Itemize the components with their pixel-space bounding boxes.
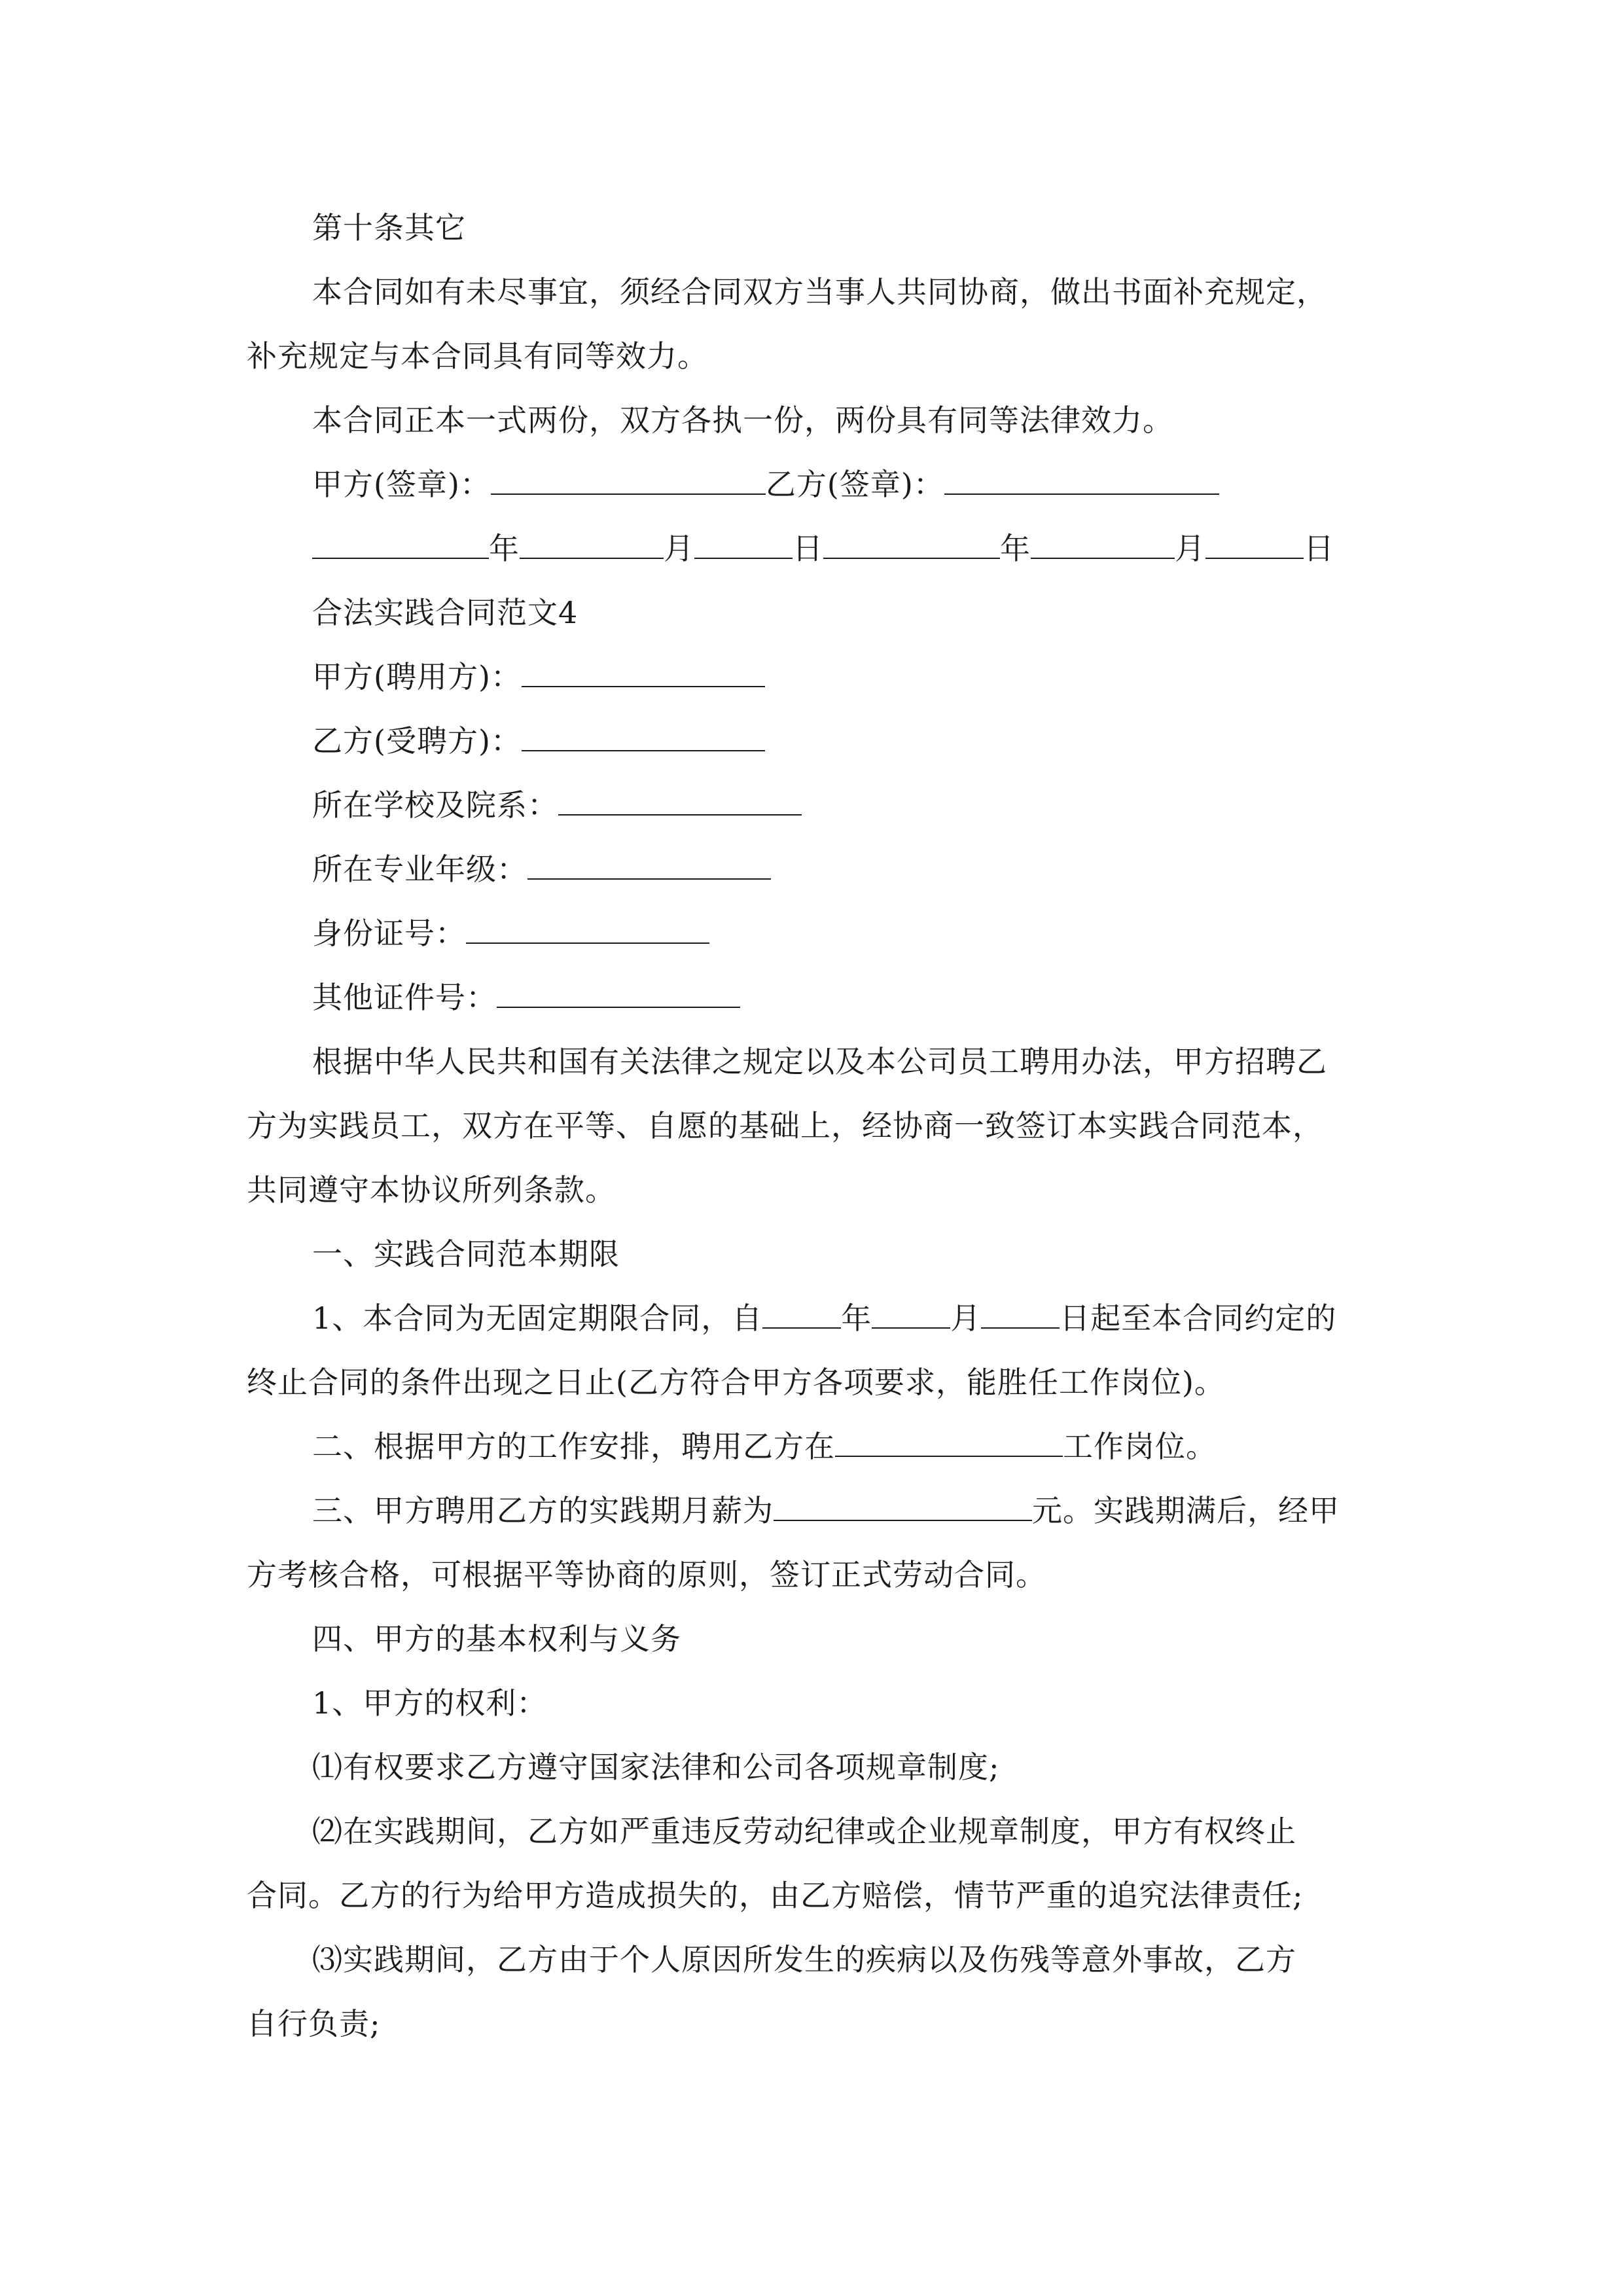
date-a-year-blank[interactable] — [312, 529, 489, 559]
date-b-day-blank[interactable] — [1205, 529, 1304, 559]
intro-line-1: 根据中华人民共和国有关法律之规定以及本公司员工聘用办法，甲方招聘乙 — [312, 1044, 1327, 1079]
signature-line — [312, 465, 1219, 504]
section-3-text-rest: 元。实践期满后，经甲 — [1032, 1493, 1340, 1528]
party-b-blank[interactable] — [522, 721, 765, 751]
party-a-rights-heading: 1、甲方的权利： — [312, 1685, 548, 1721]
section-2 — [312, 1427, 1217, 1466]
article-10-title: 第十条其它 — [312, 210, 466, 245]
salary-blank[interactable] — [774, 1491, 1032, 1521]
section-3-text: 三、甲方聘用乙方的实践期月薪为 — [312, 1493, 774, 1528]
start-day-blank[interactable] — [981, 1299, 1060, 1329]
date-a-day-blank[interactable] — [694, 529, 793, 559]
party-a-row — [312, 657, 765, 696]
section-2-text: 二、根据甲方的工作安排，聘用乙方在 — [312, 1429, 835, 1464]
section-3-line-2: 方考核合格，可根据平等协商的原则，签订正式劳动合同。 — [247, 1557, 1046, 1592]
id-number-row — [312, 914, 709, 953]
party-b-label: 乙方(受聘方)： — [312, 723, 522, 759]
intro-line-3: 共同遵守本协议所列条款。 — [247, 1172, 616, 1208]
article-10-paragraph-1-line-2: 补充规定与本合同具有同等效力。 — [247, 338, 708, 374]
date-b-year-label: 年 — [1000, 531, 1031, 566]
section-2-text-rest: 工作岗位。 — [1063, 1429, 1217, 1464]
party-b-row — [312, 721, 765, 761]
school-row — [312, 785, 802, 825]
start-year-label: 年 — [841, 1300, 872, 1336]
school-blank[interactable] — [558, 785, 802, 816]
other-id-row — [312, 978, 740, 1017]
section-4-title: 四、甲方的基本权利与义务 — [312, 1621, 681, 1657]
section-3-line-1 — [312, 1491, 1340, 1530]
contract-4-title: 合法实践合同范文4 — [312, 595, 579, 630]
other-id-label: 其他证件号： — [312, 980, 497, 1015]
intro-line-2: 方为实践员工，双方在平等、自愿的基础上，经协商一致签订本实践合同范本， — [247, 1108, 1323, 1143]
major-label: 所在专业年级： — [312, 852, 527, 887]
sign-party-a-blank[interactable] — [491, 465, 766, 495]
date-b-month-blank[interactable] — [1031, 529, 1175, 559]
date-b-year-blank[interactable] — [823, 529, 1000, 559]
sign-party-a-label: 甲方(签章)： — [312, 467, 491, 502]
start-month-blank[interactable] — [872, 1299, 950, 1329]
school-label: 所在学校及院系： — [312, 787, 558, 823]
section-1-text: 1、本合同为无固定期限合同，自 — [312, 1300, 763, 1336]
date-b-day-label: 日 — [1304, 531, 1334, 566]
date-a-month-blank[interactable] — [520, 529, 664, 559]
sign-party-b-label: 乙方(签章)： — [765, 467, 944, 502]
section-1-title: 一、实践合同范本期限 — [312, 1236, 620, 1272]
date-a-year-label: 年 — [489, 531, 520, 566]
major-blank[interactable] — [527, 850, 771, 880]
right-2-line-2: 合同。乙方的行为给甲方造成损失的，由乙方赔偿，情节严重的追究法律责任; — [247, 1878, 1304, 1913]
party-a-label: 甲方(聘用方)： — [312, 659, 522, 694]
article-10-paragraph-2: 本合同正本一式两份，双方各执一份，两份具有同等法律效力。 — [312, 403, 1173, 438]
date-a-day-label: 日 — [793, 531, 823, 566]
other-id-blank[interactable] — [497, 978, 740, 1008]
major-row — [312, 850, 771, 889]
date-b-month-label: 月 — [1175, 531, 1205, 566]
date-a-month-label: 月 — [664, 531, 694, 566]
start-year-blank[interactable] — [762, 1299, 841, 1329]
sign-party-b-blank[interactable] — [944, 465, 1219, 495]
position-blank[interactable] — [835, 1427, 1063, 1457]
article-10-paragraph-1-line-1: 本合同如有未尽事宜，须经合同双方当事人共同协商，做出书面补充规定， — [312, 274, 1327, 310]
signature-date-line — [312, 529, 1334, 568]
section-1-paragraph-line-2: 终止合同的条件出现之日止(乙方符合甲方各项要求，能胜任工作岗位)。 — [247, 1365, 1225, 1400]
start-month-label: 月 — [950, 1300, 982, 1336]
party-a-blank[interactable] — [522, 657, 765, 687]
section-1-text-rest: 日起至本合同约定的 — [1060, 1300, 1337, 1336]
right-3-line-1: ⑶实践期间，乙方由于个人原因所发生的疾病以及伤残等意外事故，乙方 — [312, 1942, 1296, 1977]
right-2-line-1: ⑵在实践期间，乙方如严重违反劳动纪律或企业规章制度，甲方有权终止 — [312, 1814, 1296, 1849]
id-number-blank[interactable] — [466, 914, 709, 944]
id-number-label: 身份证号： — [312, 916, 466, 951]
right-1: ⑴有权要求乙方遵守国家法律和公司各项规章制度; — [312, 1749, 1000, 1785]
right-3-line-2: 自行负责; — [247, 2006, 381, 2041]
section-1-paragraph-line-1 — [312, 1299, 1336, 1338]
